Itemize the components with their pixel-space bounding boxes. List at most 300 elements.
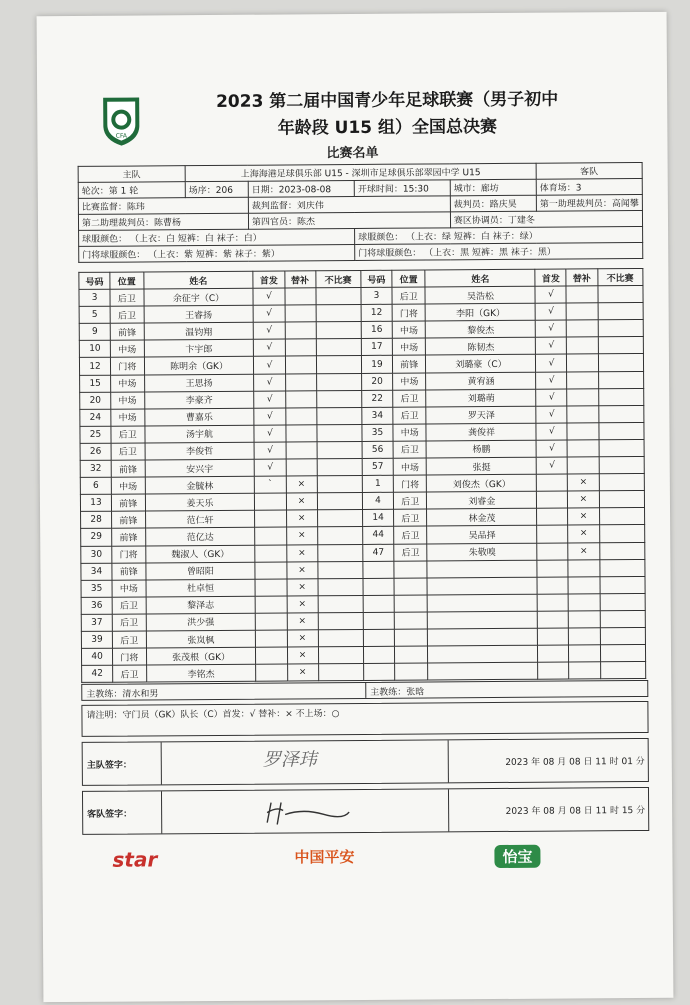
- away-position: 后卫: [394, 526, 428, 543]
- away-sub: ×: [568, 542, 599, 559]
- away-number: 47: [363, 544, 394, 561]
- away-empty-cell: [568, 559, 599, 576]
- away-not-playing: [598, 354, 644, 371]
- away-name: 刘璐豪（C）: [426, 355, 536, 373]
- home-starter: [256, 664, 287, 681]
- stadium: 体育场：3: [536, 178, 642, 195]
- city: 城市：廊坊: [450, 179, 536, 196]
- away-sign-time: 2023 年 08 月 08 日 11 时 15 分: [505, 805, 646, 817]
- home-starter: [255, 562, 286, 579]
- home-starter: `: [255, 476, 286, 493]
- away-empty-cell: [363, 629, 394, 646]
- away-starter: √: [536, 354, 567, 371]
- away-position: 中场: [393, 373, 427, 390]
- home-sign-box: [82, 738, 649, 786]
- cfa-logo: [99, 95, 143, 147]
- home-name: 曾昭阳: [145, 562, 255, 580]
- away-number: 57: [362, 458, 393, 475]
- away-signature: [263, 798, 353, 827]
- home-starter: [255, 510, 286, 527]
- home-sub: ×: [286, 561, 317, 578]
- away-sub: [567, 320, 598, 337]
- home-number: 37: [81, 614, 112, 631]
- away-starter: √: [536, 372, 567, 389]
- home-number: 26: [80, 443, 111, 460]
- sponsor-star: star: [112, 847, 158, 872]
- away-empty-cell: [600, 593, 646, 610]
- title-line-2: 年龄段 U15 组）全国总决赛: [277, 116, 498, 139]
- away-starter: √: [536, 406, 567, 423]
- home-sub: ×: [287, 613, 318, 630]
- away-sub: [567, 303, 598, 320]
- away-empty-cell: [538, 611, 569, 628]
- home-number: 40: [81, 648, 112, 665]
- round: 轮次：第 1 轮: [78, 182, 185, 199]
- away-empty-cell: [600, 645, 646, 662]
- away-empty-cell: [428, 611, 538, 629]
- away-not-playing: [598, 337, 644, 354]
- away-gk-kit: 门将球服颜色： （上衣：黑 短裤：黑 袜子：黑）: [355, 242, 643, 260]
- home-not-playing: [317, 493, 363, 510]
- home-name: 王睿扬: [144, 305, 254, 323]
- home-starter: [256, 613, 287, 630]
- home-number: 36: [81, 597, 112, 614]
- roster-table: [78, 268, 646, 683]
- home-starter: [255, 527, 286, 544]
- col-header-position: 位置: [110, 272, 144, 289]
- col-header-number: 号码: [361, 270, 392, 287]
- away-number: 3: [361, 287, 392, 304]
- home-sub: ×: [287, 630, 318, 647]
- home-number: 3: [79, 289, 110, 306]
- home-number: 12: [79, 358, 110, 375]
- away-sign-label: 客队签字：: [87, 809, 133, 820]
- away-starter: √: [536, 337, 567, 354]
- home-sub: ×: [286, 578, 317, 595]
- home-not-playing: [317, 510, 363, 527]
- away-starter: [537, 543, 568, 560]
- title-line-1: 2023 第二届中国青少年足球联赛（男子初中: [215, 89, 559, 112]
- home-not-playing: [316, 322, 362, 339]
- away-empty-cell: [569, 594, 600, 611]
- col-header-sub: 替补: [284, 271, 315, 288]
- home-number: 24: [80, 409, 111, 426]
- away-empty-cell: [538, 628, 569, 645]
- away-empty-cell: [363, 578, 394, 595]
- home-not-playing: [317, 544, 363, 561]
- sponsor-yibao: 怡宝: [494, 845, 540, 868]
- home-starter: √: [254, 305, 285, 322]
- home-not-playing: [316, 339, 362, 356]
- away-name: 朱敬嗅: [427, 543, 537, 561]
- away-not-playing: [598, 371, 644, 388]
- table-row: [82, 662, 646, 683]
- home-not-playing: [317, 527, 363, 544]
- away-name: 张挺: [427, 457, 537, 475]
- away-sub: [567, 388, 598, 405]
- col-header-number: 号码: [79, 272, 110, 289]
- away-empty-cell: [538, 594, 569, 611]
- home-position: 后卫: [112, 597, 146, 614]
- home-name: 卞宇郎: [144, 340, 254, 358]
- away-sub: ×: [568, 508, 599, 525]
- home-number: 5: [79, 306, 110, 323]
- col-header-starter: 首发: [535, 269, 566, 286]
- col-header-position: 位置: [392, 270, 426, 287]
- away-number: 4: [362, 492, 393, 509]
- home-not-playing: [316, 390, 362, 407]
- sponsor-pingan: 中国平安: [294, 848, 355, 867]
- home-gk-kit: 门将球服颜色： （上衣：紫 短裤：紫 袜子：紫）: [79, 244, 355, 262]
- away-sub: [568, 457, 599, 474]
- home-coach: 主教练：清水和男: [86, 689, 159, 700]
- away-number: 1: [362, 475, 393, 492]
- home-sub: ×: [286, 510, 317, 527]
- home-name: 余征宇（C）: [143, 288, 253, 306]
- col-header-not-playing: 不比赛: [597, 268, 643, 285]
- away-empty-cell: [568, 576, 599, 593]
- home-sign-label: 主队签字：: [86, 760, 132, 771]
- away-not-playing: [599, 525, 645, 542]
- home-position: 前锋: [112, 511, 146, 528]
- home-sub: ×: [287, 647, 318, 664]
- home-label: 主队: [78, 166, 185, 183]
- away-not-playing: [598, 405, 644, 422]
- away-empty-cell: [394, 595, 428, 612]
- home-number: 34: [81, 563, 112, 580]
- home-starter: [256, 596, 287, 613]
- home-starter: √: [254, 356, 285, 373]
- home-starter: [256, 647, 287, 664]
- home-starter: [256, 630, 287, 647]
- away-empty-cell: [428, 594, 538, 612]
- kickoff: 开球时间：15:30: [354, 180, 450, 197]
- away-name: 黎俊杰: [426, 321, 536, 339]
- home-not-playing: [317, 476, 363, 493]
- away-name: 陈韧杰: [426, 338, 536, 356]
- supervisor: 比赛监督：陈玮: [78, 197, 248, 214]
- away-not-playing: [598, 388, 644, 405]
- away-not-playing: [599, 542, 645, 559]
- page-title: [167, 86, 607, 143]
- home-position: 中场: [111, 409, 145, 426]
- away-number: 14: [362, 510, 393, 527]
- coordinator: 赛区协调员：丁建冬: [450, 210, 642, 227]
- away-empty-cell: [363, 561, 394, 578]
- match-info-table: [78, 162, 644, 263]
- away-number: 44: [363, 527, 394, 544]
- teams: 上海海港足球俱乐部 U15 - 深圳市足球俱乐部翠园中学 U15: [185, 163, 536, 181]
- away-empty-cell: [427, 577, 537, 595]
- away-name: 刘璐萌: [426, 389, 536, 407]
- home-name: 洪少强: [146, 613, 256, 631]
- home-starter: √: [254, 442, 285, 459]
- away-sub: [568, 440, 599, 457]
- away-position: 后卫: [393, 407, 427, 424]
- home-sub: [285, 356, 316, 373]
- home-number: 25: [80, 426, 111, 443]
- away-kit: 球服颜色： （上衣：绿 短裤：白 袜子：绿）: [355, 226, 643, 244]
- away-starter: √: [536, 440, 567, 457]
- home-number: 30: [81, 546, 112, 563]
- home-number: 35: [81, 580, 112, 597]
- away-position: 中场: [393, 458, 427, 475]
- away-name: 龚俊祥: [426, 423, 536, 441]
- away-not-playing: [597, 286, 643, 303]
- away-number: 17: [361, 339, 392, 356]
- home-name: 姜天乐: [145, 493, 255, 511]
- home-signature: 罗泽玮: [262, 749, 317, 771]
- away-starter: √: [537, 457, 568, 474]
- away-starter: [537, 508, 568, 525]
- away-name: 林金茂: [427, 509, 537, 527]
- home-number: 29: [81, 529, 112, 546]
- home-position: 门将: [113, 648, 147, 665]
- home-sub: [285, 322, 316, 339]
- away-number: 35: [362, 424, 393, 441]
- away-empty-cell: [394, 578, 428, 595]
- home-position: 前锋: [110, 323, 144, 340]
- home-sub: ×: [286, 544, 317, 561]
- home-sub: [285, 373, 316, 390]
- home-not-playing: [316, 407, 362, 424]
- away-starter: [537, 491, 568, 508]
- away-not-playing: [598, 422, 644, 439]
- away-empty-cell: [428, 645, 538, 663]
- match-sheet: [37, 12, 674, 1002]
- away-position: 后卫: [394, 509, 428, 526]
- home-starter: √: [254, 322, 285, 339]
- home-not-playing: [316, 288, 362, 305]
- away-number: 16: [361, 322, 392, 339]
- home-position: 前锋: [111, 494, 145, 511]
- away-position: 门将: [392, 304, 426, 321]
- away-empty-cell: [395, 663, 429, 680]
- away-number: 12: [361, 304, 392, 321]
- ar1: 第一助理裁判员：高闻攀: [536, 194, 642, 211]
- home-sub: [285, 305, 316, 322]
- away-not-playing: [599, 474, 645, 491]
- away-sub: [566, 286, 597, 303]
- home-sub: [285, 425, 316, 442]
- sheet-subtitle: 比赛名单: [326, 145, 379, 162]
- home-name: 陈明余（GK）: [144, 357, 254, 375]
- home-starter: √: [253, 288, 284, 305]
- fourth-official: 第四官员：陈杰: [248, 212, 450, 229]
- date: 日期：2023-08-08: [248, 180, 354, 197]
- away-empty-cell: [537, 560, 568, 577]
- away-empty-cell: [569, 628, 600, 645]
- away-empty-cell: [394, 629, 428, 646]
- col-header-name: 姓名: [425, 269, 535, 287]
- home-sub: [285, 390, 316, 407]
- away-sub: [567, 337, 598, 354]
- away-name: 杨鹏: [427, 440, 537, 458]
- home-number: 9: [79, 323, 110, 340]
- away-starter: √: [535, 286, 566, 303]
- home-not-playing: [318, 647, 364, 664]
- home-sub: ×: [286, 527, 317, 544]
- away-position: 门将: [393, 475, 427, 492]
- home-starter: √: [254, 374, 285, 391]
- home-not-playing: [318, 664, 364, 681]
- away-position: 后卫: [393, 492, 427, 509]
- away-position: 中场: [393, 424, 427, 441]
- away-position: 后卫: [393, 390, 427, 407]
- away-empty-cell: [538, 645, 569, 662]
- away-sub: [567, 371, 598, 388]
- away-empty-cell: [569, 645, 600, 662]
- away-name: 李阳（GK）: [426, 303, 536, 321]
- home-sub: ×: [287, 664, 318, 681]
- home-not-playing: [317, 458, 363, 475]
- away-position: 后卫: [393, 441, 427, 458]
- away-empty-cell: [363, 646, 394, 663]
- col-header-name: 姓名: [143, 271, 253, 289]
- home-position: 门将: [111, 357, 145, 374]
- home-sub: [286, 459, 317, 476]
- home-name: 李豪齐: [144, 391, 254, 409]
- home-name: 曹嘉乐: [144, 408, 254, 426]
- home-position: 后卫: [112, 631, 146, 648]
- home-sub: ×: [287, 596, 318, 613]
- away-empty-cell: [394, 561, 428, 578]
- col-header-not-playing: 不比赛: [315, 270, 361, 287]
- away-not-playing: [599, 457, 645, 474]
- away-starter: √: [536, 389, 567, 406]
- away-empty-cell: [428, 662, 538, 680]
- home-kit: 球服颜色： （上衣：白 短裤：白 袜子：白）: [79, 228, 355, 246]
- away-name: 刘俊杰（GK）: [427, 474, 537, 492]
- away-number: 19: [361, 356, 392, 373]
- col-header-sub: 替补: [566, 269, 597, 286]
- home-sub: [285, 408, 316, 425]
- home-position: 后卫: [110, 289, 144, 306]
- away-empty-cell: [364, 663, 395, 680]
- home-name: 李铭杰: [146, 664, 256, 682]
- home-name: 温钧翔: [144, 322, 254, 340]
- away-empty-cell: [569, 662, 600, 679]
- home-position: 后卫: [113, 665, 147, 682]
- home-position: 后卫: [111, 443, 145, 460]
- home-position: 前锋: [112, 528, 146, 545]
- home-number: 13: [80, 494, 111, 511]
- home-starter: [255, 493, 286, 510]
- away-name: 吴浩松: [425, 286, 535, 304]
- coach-row: [81, 680, 648, 701]
- home-name: 魏淑人（GK）: [145, 545, 255, 563]
- home-starter: [255, 544, 286, 561]
- home-not-playing: [316, 356, 362, 373]
- home-name: 李俊哲: [145, 442, 255, 460]
- home-position: 中场: [112, 580, 146, 597]
- away-empty-cell: [537, 577, 568, 594]
- home-not-playing: [317, 441, 363, 458]
- home-position: 后卫: [111, 426, 145, 443]
- col-header-starter: 首发: [253, 271, 284, 288]
- home-starter: √: [254, 408, 285, 425]
- away-sub: [567, 354, 598, 371]
- away-position: 前锋: [392, 355, 426, 372]
- away-empty-cell: [394, 612, 428, 629]
- away-empty-cell: [600, 576, 646, 593]
- away-number: 20: [362, 373, 393, 390]
- home-starter: √: [254, 391, 285, 408]
- away-sub: [567, 423, 598, 440]
- home-number: 39: [81, 631, 112, 648]
- home-number: 42: [82, 665, 113, 682]
- away-not-playing: [599, 439, 645, 456]
- referee: 裁判员：路庆昊: [450, 195, 536, 212]
- home-name: 汤宇航: [144, 425, 254, 443]
- away-starter: [537, 474, 568, 491]
- home-starter: √: [254, 339, 285, 356]
- away-name: 吴品择: [427, 526, 537, 544]
- logo-text: CFA: [115, 132, 128, 140]
- home-starter: [255, 579, 286, 596]
- home-starter: √: [254, 425, 285, 442]
- home-number: 20: [80, 392, 111, 409]
- away-name: 罗天泽: [426, 406, 536, 424]
- away-empty-cell: [363, 612, 394, 629]
- home-name: 安兴宇: [145, 459, 255, 477]
- away-starter: [537, 525, 568, 542]
- away-empty-cell: [427, 560, 537, 578]
- away-position: 中场: [392, 338, 426, 355]
- away-empty-cell: [600, 662, 646, 679]
- away-sub: ×: [568, 491, 599, 508]
- home-sign-time: 2023 年 08 月 08 日 11 时 01 分: [505, 756, 645, 768]
- away-empty-cell: [600, 627, 646, 644]
- away-number: 34: [362, 407, 393, 424]
- away-sub: ×: [568, 525, 599, 542]
- away-name: 刘睿金: [427, 491, 537, 509]
- home-position: 中场: [111, 477, 145, 494]
- home-position: 中场: [111, 392, 145, 409]
- away-number: 22: [362, 390, 393, 407]
- field: 场序：206: [185, 181, 248, 197]
- away-empty-cell: [363, 595, 394, 612]
- home-number: 32: [80, 460, 111, 477]
- ar2: 第二助理裁判员：陈曹杨: [78, 213, 248, 230]
- away-starter: √: [536, 423, 567, 440]
- home-name: 金毓林: [145, 476, 255, 494]
- away-name: 黄宥涵: [426, 372, 536, 390]
- home-position: 后卫: [112, 614, 146, 631]
- away-empty-cell: [600, 610, 646, 627]
- home-not-playing: [318, 578, 364, 595]
- away-empty-cell: [599, 559, 645, 576]
- home-not-playing: [316, 373, 362, 390]
- home-not-playing: [318, 629, 364, 646]
- home-sub: [284, 288, 315, 305]
- home-position: 前锋: [111, 460, 145, 477]
- home-name: 范亿达: [145, 528, 255, 546]
- home-position: 中场: [111, 375, 145, 392]
- away-number: 56: [362, 441, 393, 458]
- home-name: 张茂根（GK）: [146, 647, 256, 665]
- home-position: 前锋: [112, 563, 146, 580]
- away-empty-cell: [569, 611, 600, 628]
- note: 请注明：守门员（GK）队长（C）首发：√ 替补：× 不上场：○: [86, 709, 340, 721]
- away-empty-cell: [395, 646, 429, 663]
- away-label: 客队: [536, 162, 642, 179]
- away-not-playing: [598, 303, 644, 320]
- home-not-playing: [318, 612, 364, 629]
- away-sub: [567, 406, 598, 423]
- home-name: 张岚枫: [146, 630, 256, 648]
- home-number: 10: [79, 341, 110, 358]
